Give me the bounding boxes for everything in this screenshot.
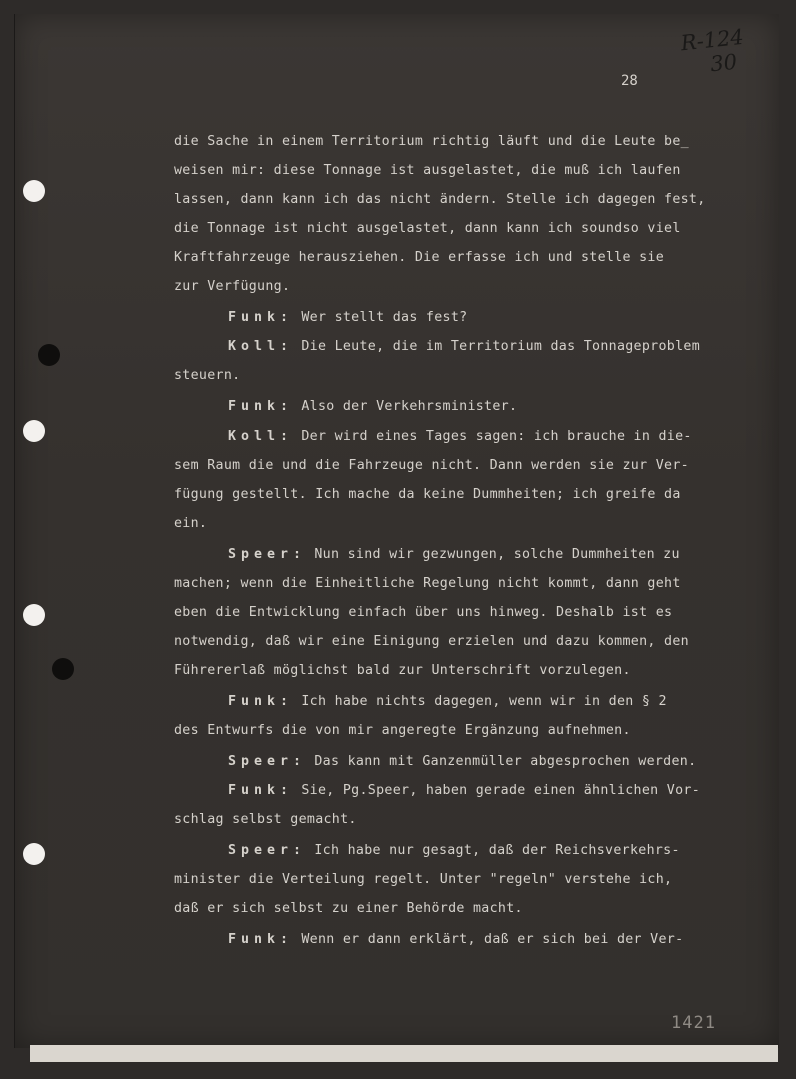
transcript-line <box>174 720 631 742</box>
punch-hole <box>52 658 74 680</box>
transcript-line <box>228 840 680 862</box>
line-text: daß er sich selbst zu einer Behörde macht. <box>174 901 523 916</box>
page-edge-strip <box>30 1045 778 1062</box>
transcript-line <box>174 131 689 153</box>
transcript-line <box>228 751 696 773</box>
line-text: Sie, Pg.Speer, haben gerade einen ähnlichen Vor- <box>301 783 701 798</box>
transcript-line <box>174 160 681 182</box>
transcript-line <box>174 513 207 535</box>
line-text: ein. <box>174 516 208 531</box>
line-text: des Entwurfs die von mir angeregte Ergänzung aufnehmen. <box>174 723 631 738</box>
speaker-name: Funk: <box>228 932 294 947</box>
transcript-line <box>174 573 681 595</box>
transcript-line <box>174 218 681 240</box>
line-text: Also der Verkehrsminister. <box>301 399 518 414</box>
line-text: die Tonnage ist nicht ausgelastet, dann kann ich soundso viel <box>174 221 681 236</box>
page-number: 28 <box>621 73 638 89</box>
transcript-line <box>174 365 240 387</box>
transcript-line <box>228 426 692 448</box>
speaker-name: Koll: <box>228 429 294 444</box>
punch-hole <box>38 344 60 366</box>
transcript-line <box>228 929 683 951</box>
line-text: schlag selbst gemacht. <box>174 812 357 827</box>
line-text: sem Raum die und die Fahrzeuge nicht. Dann werden sie zur Ver- <box>174 458 689 473</box>
archive-mark-line2: 30 <box>709 49 739 77</box>
line-text: Der wird eines Tages sagen: ich brauche in die- <box>301 429 692 444</box>
speaker-name: Koll: <box>228 339 294 354</box>
transcript-line <box>174 455 689 477</box>
line-text: minister die Verteilung regelt. Unter "regeln" verstehe ich, <box>174 872 673 887</box>
line-text: Wenn er dann erklärt, daß er sich bei der Ver- <box>301 932 684 947</box>
speaker-name: Funk: <box>228 694 294 709</box>
transcript-line <box>174 484 681 506</box>
speaker-name: Funk: <box>228 783 294 798</box>
transcript-line <box>228 780 700 802</box>
line-text: Führererlaß möglichst bald zur Unterschrift vorzulegen. <box>174 663 631 678</box>
line-text: Nun sind wir gezwungen, solche Dummheiten zu <box>314 547 680 562</box>
line-text: zur Verfügung. <box>174 279 291 294</box>
transcript-line <box>228 336 700 358</box>
transcript-line <box>228 544 680 566</box>
line-text: notwendig, daß wir eine Einigung erzielen und dazu kommen, den <box>174 634 689 649</box>
transcript-line <box>174 247 664 269</box>
transcript-line <box>174 602 672 624</box>
archive-mark-line1: R-124 <box>679 24 745 56</box>
line-text: machen; wenn die Einheitliche Regelung nicht kommt, dann geht <box>174 576 681 591</box>
transcript-line <box>174 809 357 831</box>
speaker-name: Funk: <box>228 310 294 325</box>
transcript-line <box>174 869 672 891</box>
punch-hole <box>23 604 45 626</box>
transcript-line <box>228 691 667 713</box>
line-text: weisen mir: diese Tonnage ist ausgelastet, die muß ich laufen <box>174 163 681 178</box>
transcript-line <box>174 631 689 653</box>
speaker-name: Speer: <box>228 843 307 858</box>
transcript-line <box>228 396 517 418</box>
line-text: fügung gestellt. Ich mache da keine Dummheiten; ich greife da <box>174 487 681 502</box>
line-text: steuern. <box>174 368 241 383</box>
speaker-name: Speer: <box>228 547 307 562</box>
transcript-line <box>174 660 631 682</box>
line-text: lassen, dann kann ich das nicht ändern. Stelle ich dagegen fest, <box>174 192 706 207</box>
line-text: Ich habe nichts dagegen, wenn wir in den § 2 <box>301 694 667 709</box>
line-text: die Sache in einem Territorium richtig läuft und die Leute be_ <box>174 134 689 149</box>
line-text: eben die Entwicklung einfach über uns hinweg. Deshalb ist es <box>174 605 673 620</box>
punch-hole <box>23 843 45 865</box>
line-text: Die Leute, die im Territorium das Tonnageproblem <box>301 339 701 354</box>
punch-hole <box>23 180 45 202</box>
folio-number: 1421 <box>671 1013 716 1033</box>
speaker-name: Speer: <box>228 754 307 769</box>
speaker-name: Funk: <box>228 399 294 414</box>
punch-hole <box>23 420 45 442</box>
transcript-line <box>174 189 706 211</box>
line-text: Das kann mit Ganzenmüller abgesprochen werden. <box>314 754 697 769</box>
transcript-line <box>228 307 467 329</box>
transcript-line <box>174 898 523 920</box>
line-text: Wer stellt das fest? <box>301 310 468 325</box>
line-text: Kraftfahrzeuge herausziehen. Die erfasse ich und stelle sie <box>174 250 665 265</box>
transcript-line <box>174 276 290 298</box>
archive-mark <box>680 25 748 79</box>
line-text: Ich habe nur gesagt, daß der Reichsverkehrs- <box>314 843 680 858</box>
